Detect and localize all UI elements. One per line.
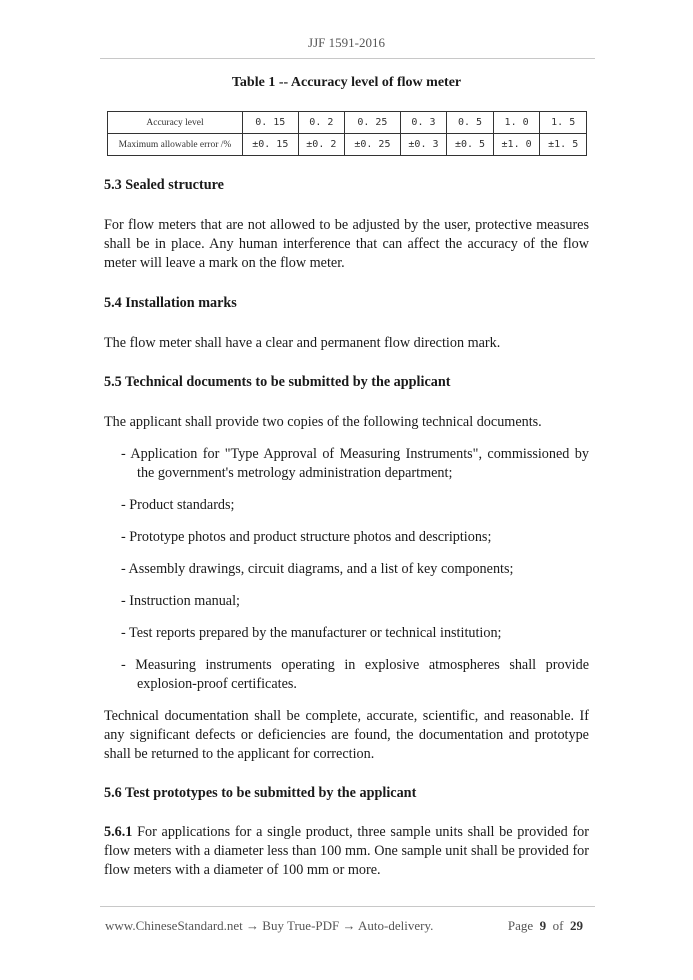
table-row: [108, 134, 587, 156]
footer-divider: [100, 906, 595, 907]
table-cell: ±0. 3: [400, 134, 447, 156]
table-cell: ±0. 5: [447, 134, 494, 156]
table-cell: ±1. 5: [540, 134, 587, 156]
list-item: - Test reports prepared by the manufacturer or technical institution;: [121, 625, 502, 641]
list-item: - Product standards;: [121, 497, 235, 513]
page-number: [508, 918, 583, 934]
table-row: [108, 112, 587, 134]
table-cell: 0. 3: [400, 112, 447, 134]
accuracy-table: [107, 111, 587, 156]
section-heading-5-5: 5.5 Technical documents to be submitted by the applicant: [104, 374, 451, 390]
table-cell: ±0. 2: [298, 134, 345, 156]
list-item: - Prototype photos and product structure photos and descriptions;: [121, 529, 492, 545]
footer-link[interactable]: www.ChineseStandard.net → Buy True-PDF → Auto-delivery.: [105, 918, 434, 933]
table-cell: ±1. 0: [493, 134, 540, 156]
table-cell: 1. 0: [493, 112, 540, 134]
list-item: - Application for "Type Approval of Measuring Instruments", commissioned by the government's metrology administration department;: [121, 446, 589, 481]
section-text-5-4: The flow meter shall have a clear and permanent flow direction mark.: [104, 335, 501, 351]
of-label: of: [552, 918, 564, 933]
section-text-5-3: For flow meters that are not allowed to be adjusted by the user, protective measures shall be in place. Any human interference that can affect the accuracy of the flow meter will leave a mark on the flow meter.: [104, 217, 589, 271]
table-cell: 0. 2: [298, 112, 345, 134]
page-body: [104, 176, 589, 880]
section-heading-5-4: 5.4 Installation marks: [104, 295, 237, 311]
section-heading-5-6: 5.6 Test prototypes to be submitted by the applicant: [104, 785, 417, 801]
list-item: - Instruction manual;: [121, 593, 240, 609]
list-item: - Assembly drawings, circuit diagrams, and a list of key components;: [121, 561, 514, 577]
table-cell: 1. 5: [540, 112, 587, 134]
row-header: Maximum allowable error /%: [108, 134, 243, 156]
table-cell: 0. 15: [243, 112, 299, 134]
clause-text: For applications for a single product, three sample units shall be provided for flow meters with a diameter less than 100 mm. One sample unit shall be provided for flow meters with a diameter of 100 mm or more.: [104, 824, 589, 878]
section-text-5-6-1: [104, 823, 589, 880]
clause-number: 5.6.1: [104, 824, 133, 840]
document-code: JJF 1591-2016: [308, 35, 385, 50]
table-cell: 0. 25: [345, 112, 401, 134]
table-cell: ±0. 15: [243, 134, 299, 156]
header-divider: [100, 58, 595, 59]
table-cell: 0. 5: [447, 112, 494, 134]
section-intro-5-5: The applicant shall provide two copies of the following technical documents.: [104, 414, 542, 430]
row-header: Accuracy level: [108, 112, 243, 134]
total-pages: 29: [570, 918, 583, 933]
section-heading-5-3: 5.3 Sealed structure: [104, 177, 224, 193]
page-label: Page: [507, 918, 534, 933]
list-item: - Measuring instruments operating in explosive atmospheres shall provide explosion-proof certificates.: [121, 657, 589, 692]
current-page: 9: [539, 918, 547, 933]
table-cell: ±0. 25: [345, 134, 401, 156]
section-closing-5-5: Technical documentation shall be complete, accurate, scientific, and reasonable. If any significant defects or deficiencies are found, the documentation and prototype shall be returned to the applicant for correction.: [104, 708, 589, 762]
table-title: Table 1 -- Accuracy level of flow meter: [231, 75, 462, 90]
